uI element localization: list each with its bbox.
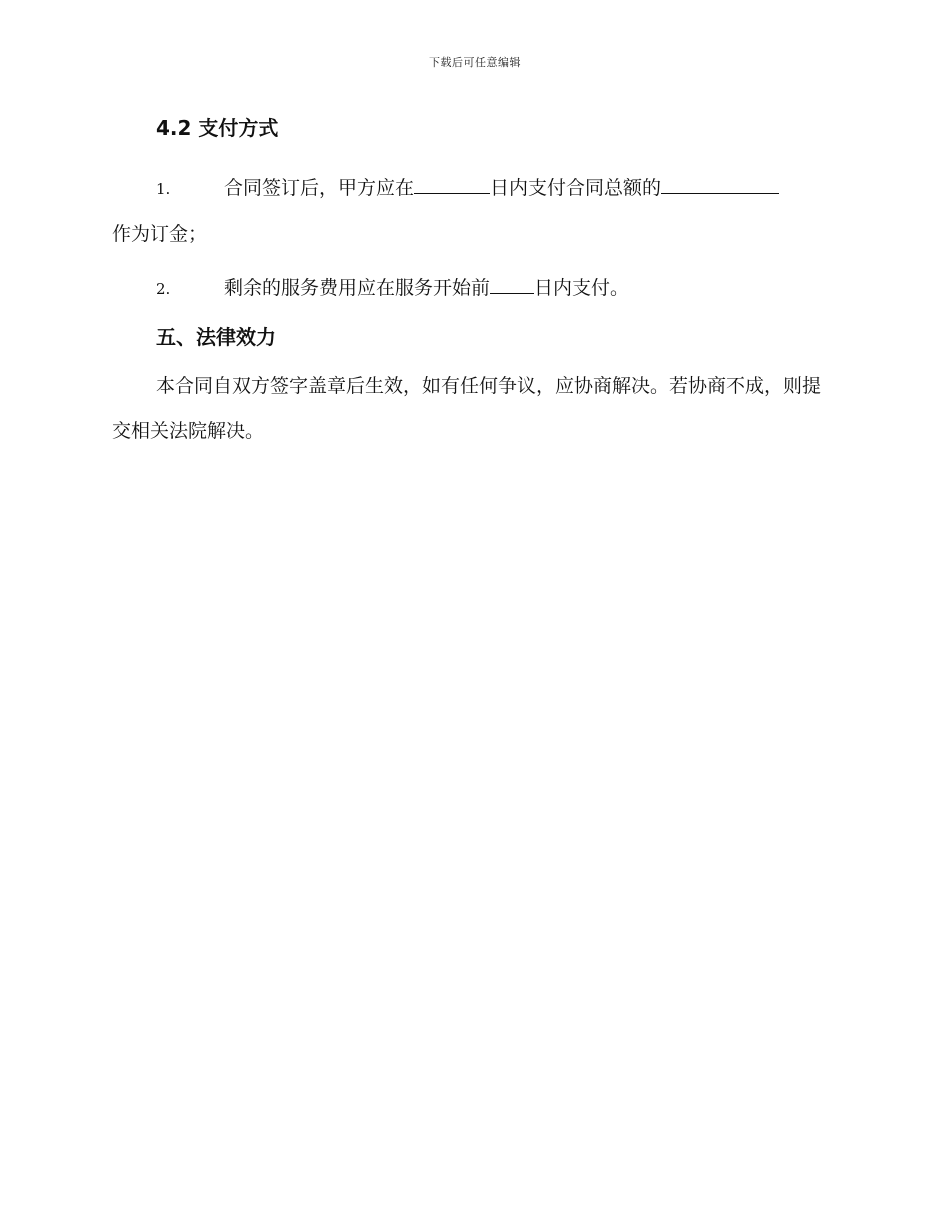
list-item-text: 日内支付。 <box>534 277 630 299</box>
list-item-text: 合同签订后，甲方应在 <box>224 177 415 199</box>
list-number: 1. <box>156 180 171 198</box>
list-item-text: 剩余的服务费用应在服务开始前 <box>224 277 491 299</box>
fill-in-blank <box>414 173 490 194</box>
page-header-note: 下载后可任意编辑 <box>429 56 521 69</box>
section-heading-payment: 4.2 支付方式 <box>156 116 279 140</box>
fill-in-blank <box>490 273 534 294</box>
list-item-text: 作为订金； <box>112 223 208 245</box>
list-item-2 <box>112 266 834 312</box>
section-heading-legal-effect: 五、法律效力 <box>156 325 276 349</box>
list-number: 2. <box>156 280 171 298</box>
legal-effect-paragraph: 本合同自双方签字盖章后生效，如有任何争议，应协商解决。若协商不成，则提交相关法院解决。 <box>112 375 822 442</box>
list-item-1 <box>112 166 834 257</box>
document-body <box>112 112 834 454</box>
list-item-text: 日内支付合同总额的 <box>490 177 662 199</box>
fill-in-blank <box>661 173 779 194</box>
